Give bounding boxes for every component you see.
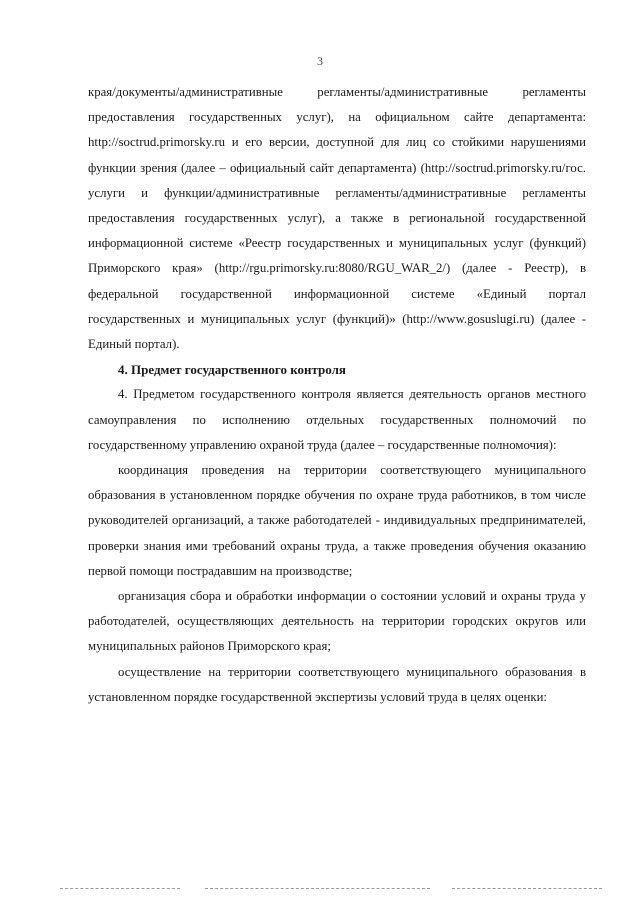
paragraph-information: организация сбора и обработки информации о состоянии условий и охраны труда у работодателей, осуществляющих деятельность на территории городских округов или муниципальных районов Приморского края; [88, 589, 586, 654]
document-body [88, 80, 586, 710]
paragraph-continuation: края/документы/административные регламенты/административные регламенты предоставления государственных услуг), на официальном сайте департамента: http://soctrud.primorsky.ru и его версии, доступной для лиц со стойкими нарушениями функции зрения (далее – официальный сайт департамента) (http://soctrud.primorsky.ru/гос. услуги и функции/административные регламенты/административные регламенты предоставления государственных услуг), а также в региональной государственной информационной системе «Реестр государственных и муниципальных услуг (функций) Приморского края» (http://rgu.primorsky.ru:8080/RGU_WAR_2/) (далее - Реестр), в федеральной государственной информационной системе «Единый портал государственных и муниципальных услуг (функций)» (http://www.gosuslugi.ru) (далее - Единый портал). [88, 85, 586, 352]
section-heading: 4. Предмет государственного контроля [118, 362, 346, 378]
scan-footer-line-center [205, 888, 430, 889]
paragraph-expertise: осуществление на территории соответствующего муниципального образования в установленном порядке государственной экспертизы условий труда в целях оценки: [88, 664, 586, 704]
scan-footer-line-left [60, 888, 180, 889]
paragraph-subject: 4. Предметом государственного контроля является деятельность органов местного самоуправления по исполнению отдельных государственных полномочий по государственному управлению охраной труда (далее – государственные полномочия): [88, 387, 586, 452]
paragraph-coordination: координация проведения на территории соответствующего муниципального образования в установленном порядке обучения по охране труда работников, в том числе руководителей организаций, а также работодателей - индивидуальных предпринимателей, проверки знания ими требований охраны труда, а также проведения обучения оказанию первой помощи пострадавшим на производстве; [88, 463, 586, 578]
scan-footer-line-right [452, 888, 602, 889]
page-number: 3 [317, 54, 323, 68]
